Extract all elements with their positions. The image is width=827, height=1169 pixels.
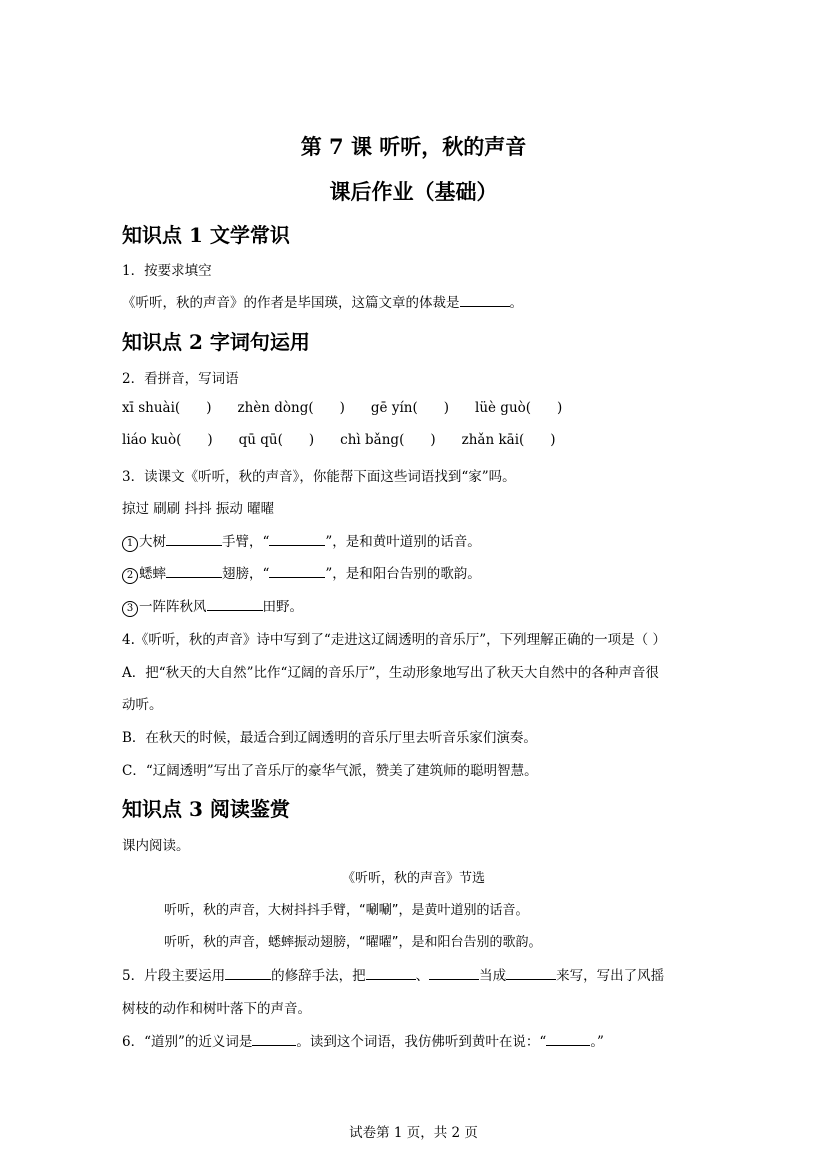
q2-pinyin-row-1 [122,400,588,416]
answer-blank[interactable] [166,565,222,578]
q3-item-3: 3 一阵阵秋风 田野。 [122,595,303,617]
section-heading-3: 知识点 3 阅读鉴赏 [122,797,290,821]
pinyin-item: zhǎn kāi( ) [461,432,556,448]
pinyin-item: lüè guò( ) [475,400,563,416]
circled-number: 3 [122,601,138,617]
reading-intro: 课内阅读。 [122,838,190,854]
q4-option-b: B．在秋天的时候，最适合到辽阔透明的音乐厅里去听音乐家们演奏。 [122,730,537,746]
answer-blank[interactable] [366,967,416,980]
q3-item-2: 2 蟋蟀 翅膀，“ ”，是和阳台告别的歌韵。 [122,562,481,584]
circled-number: 1 [122,536,138,552]
pinyin-item: gē yín( ) [370,400,450,416]
pinyin-item: chì bǎng( ) [340,432,436,448]
answer-blank[interactable] [429,967,479,980]
circled-number: 2 [122,568,138,584]
q4-option-c: C．“辽阔透明”写出了音乐厅的豪华气派，赞美了建筑师的聪明智慧。 [122,763,538,779]
page-subtitle: 课后作业（基础） [329,179,498,204]
pinyin-item: xī shuài( ) [122,400,212,416]
q4-option-a-cont: 动听。 [122,697,163,713]
answer-blank[interactable] [269,565,325,578]
answer-blank[interactable] [207,598,263,611]
q1-stem: 1．按要求填空 [122,263,212,279]
q3-stem: 3．读课文《听听，秋的声音》，你能帮下面这些词语找到“家”吗。 [122,469,516,485]
section-heading-1: 知识点 1 文学常识 [122,223,290,247]
q2-pinyin-row-2 [122,432,582,448]
q3-word-bank: 掠过 刷刷 抖抖 振动 曜曜 [122,501,275,517]
section-heading-2: 知识点 2 字词句运用 [122,330,310,354]
q6-text: 6．“道别”的近义词是 。读到这个词语，我仿佛听到黄叶在说：“ 。” [122,1034,604,1050]
q1-text: 《听听，秋的声音》的作者是毕国瑛，这篇文章的体裁是 。 [122,295,523,311]
q2-stem: 2．看拼音，写词语 [122,371,239,387]
answer-blank[interactable] [269,533,325,546]
q5-text: 5．片段主要运用 的修辞手法，把 、 当成 来写，写出了风摇 [122,968,665,984]
excerpt-line-1: 听听，秋的声音，大树抖抖手臂，“唰唰”，是黄叶道别的话音。 [164,903,529,918]
pinyin-item: zhèn dòng( ) [237,400,345,416]
excerpt-title: 《听听，秋的声音》节选 [341,871,485,886]
excerpt-line-2: 听听，秋的声音，蟋蟀振动翅膀，“曜曜”，是和阳台告别的歌韵。 [164,935,542,950]
q5-text-cont: 树枝的动作和树叶落下的声音。 [122,1001,311,1017]
answer-blank[interactable] [225,967,271,980]
pinyin-item: liáo kuò( ) [122,432,213,448]
q3-item-1: 1 大树 手臂，“ ”，是和黄叶道别的话音。 [122,530,481,552]
answer-blank[interactable] [252,1033,296,1046]
page-footer: 试卷第 1 页，共 2 页 [349,1125,478,1141]
answer-blank[interactable] [166,533,222,546]
answer-blank[interactable] [506,967,556,980]
q4-stem: 4.《听听，秋的声音》诗中写到了“走进这辽阔透明的音乐厅”，下列理解正确的一项是（ ） [122,632,666,648]
page-title: 第 7 课 听听，秋的声音 [300,134,527,159]
q4-option-a: A．把“秋天的大自然”比作“辽阔的音乐厅”，生动形象地写出了秋天大自然中的各种声音很 [122,665,659,681]
pinyin-item: qū qū( ) [238,432,315,448]
answer-blank[interactable] [546,1033,590,1046]
answer-blank[interactable] [460,294,510,307]
